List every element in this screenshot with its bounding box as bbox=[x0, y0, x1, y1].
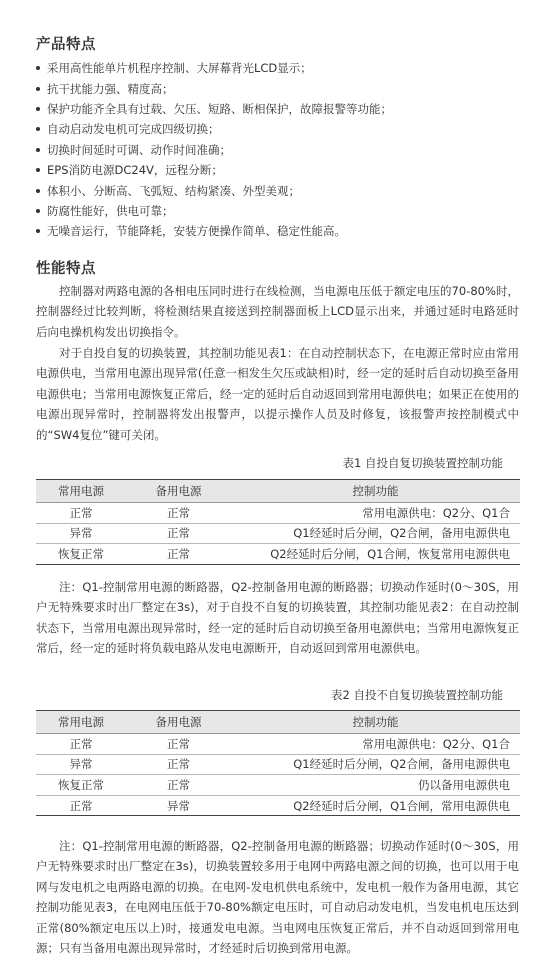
table2-control-functions bbox=[36, 710, 520, 816]
table-row bbox=[36, 754, 520, 775]
table-row bbox=[36, 775, 520, 796]
table-cell: 正常 bbox=[126, 775, 231, 796]
column-header: 控制功能 bbox=[231, 480, 520, 503]
table-cell: 常用电源供电：Q2分、Q1合 bbox=[231, 734, 520, 755]
feature-item: 无噪音运行，节能降耗，安装方便操作简单、稳定性能高。 bbox=[36, 221, 392, 241]
feature-item: 体积小、分断高、飞弧短、结构紧凑、外型美观； bbox=[36, 180, 392, 200]
table-cell: 正常 bbox=[126, 544, 231, 565]
bullet-dot-icon bbox=[36, 87, 40, 91]
bullet-dot-icon bbox=[36, 209, 40, 213]
table-cell: 正常 bbox=[36, 795, 126, 816]
bullet-dot-icon bbox=[36, 66, 40, 70]
performance-paragraph-3: 注：Q1-控制常用电源的断路器，Q2-控制备用电源的断路器；切换动作延时(0～30S，用户无特殊要求时出厂整定在3s)，对于自投不自复的切换装置，其控制功能见表2：在自动控制状态下，当常用电源出现异常时，经一定的延时后自动切换至备用电源供电；当常用电源恢复正常后，经一定的延时将负载电路从发电电源断开，自动返回到常用电源供电。 bbox=[36, 580, 519, 656]
feature-item: 防腐性能好，供电可靠； bbox=[36, 201, 392, 221]
column-header: 控制功能 bbox=[231, 711, 520, 734]
feature-item: EPS消防电源DC24V，远程分断； bbox=[36, 160, 392, 180]
table-cell: 正常 bbox=[126, 523, 231, 544]
table-cell: 仍以备用电源供电 bbox=[231, 775, 520, 796]
column-header: 备用电源 bbox=[126, 480, 231, 503]
table-row bbox=[36, 544, 520, 565]
table1-caption: 表1 自投自复切换装置控制功能 bbox=[342, 456, 503, 470]
table-row bbox=[36, 734, 520, 755]
table-cell: Q2经延时后分闸，Q1合闸，恢复常用电源供电 bbox=[231, 544, 520, 565]
bullet-dot-icon bbox=[36, 127, 40, 131]
product-features-heading: 产品特点 bbox=[36, 37, 96, 53]
column-header: 备用电源 bbox=[126, 711, 231, 734]
table-cell: Q1经延时后分闸，Q2合闸，备用电源供电 bbox=[231, 754, 520, 775]
table-cell: 异常 bbox=[36, 754, 126, 775]
bullet-dot-icon bbox=[36, 229, 40, 233]
table-cell: 常用电源供电：Q2分、Q1合 bbox=[231, 503, 520, 524]
table-cell: 异常 bbox=[126, 795, 231, 816]
feature-item: 采用高性能单片机程序控制、大屏幕背光LCD显示； bbox=[36, 58, 392, 78]
table-header-row bbox=[36, 480, 520, 503]
bullet-dot-icon bbox=[36, 148, 40, 152]
feature-item: 切换时间延时可调、动作时间准确； bbox=[36, 140, 392, 160]
table2-caption: 表2 自投不自复切换装置控制功能 bbox=[331, 688, 503, 702]
bullet-dot-icon bbox=[36, 168, 40, 172]
feature-item: 保护功能齐全具有过载、欠压、短路、断相保护，故障报警等功能； bbox=[36, 99, 392, 119]
table-cell: 正常 bbox=[36, 503, 126, 524]
performance-paragraph-2: 对于自投自复的切换装置，其控制功能见表1：在自动控制状态下，在电源正常时应由常用电源供电，当常用电源出现异常(任意一相发生欠压或缺相)时，经一定的延时后自动切换至备用电源供电；当常用电源恢复正常后，经一定的延时后自动返回到常用电源供电；如果正在使用的电源出现异常时，控制器将发出报警声，以提示操作人员及时修复，该报警声按控制模式中的“SW4复位”键可关闭。 bbox=[36, 346, 519, 442]
feature-item: 自动启动发电机可完成四级切换； bbox=[36, 119, 392, 139]
table-cell: 正常 bbox=[36, 734, 126, 755]
table-cell: 恢复正常 bbox=[36, 775, 126, 796]
table-cell: 恢复正常 bbox=[36, 544, 126, 565]
table1-control-functions bbox=[36, 479, 520, 565]
column-header: 常用电源 bbox=[36, 711, 126, 734]
table-cell: 异常 bbox=[36, 523, 126, 544]
bullet-dot-icon bbox=[36, 107, 40, 111]
table-row bbox=[36, 503, 520, 524]
bullet-dot-icon bbox=[36, 189, 40, 193]
column-header: 常用电源 bbox=[36, 480, 126, 503]
product-features-list bbox=[36, 58, 392, 242]
performance-paragraph-4: 注：Q1-控制常用电源的断路器，Q2-控制备用电源的断路器；切换动作延时(0～30S，用户无特殊要求时出厂整定在3s)，切换装置较多用于电网中两路电源之间的切换，也可以用于电网与发电机之电两路电源的切换。在电网-发电机供电系统中，发电机一般作为备用电源，其它控制功能见表3，在电网电压低于70-80%额定电压时，可自动启动发电机，当发电机电压达到正常(80%额定电压以上)时，接通发电电源。当电网电压恢复正常后，并不自动返回到常用电源；只有当备用电源出现异常时，才经延时后切换到常用电源。 bbox=[36, 839, 519, 956]
table-cell: 正常 bbox=[126, 503, 231, 524]
table-header-row bbox=[36, 711, 520, 734]
feature-item: 抗干扰能力强、精度高； bbox=[36, 78, 392, 98]
table-row bbox=[36, 795, 520, 816]
table-cell: Q2经延时后分闸，Q1合闸，常用电源供电 bbox=[231, 795, 520, 816]
table-cell: 正常 bbox=[126, 734, 231, 755]
table-cell: Q1经延时后分闸，Q2合闸，备用电源供电 bbox=[231, 523, 520, 544]
performance-heading: 性能特点 bbox=[36, 261, 96, 277]
table-cell: 正常 bbox=[126, 754, 231, 775]
performance-paragraph-1: 控制器对两路电源的各相电压同时进行在线检测，当电源电压低于额定电压的70-80%时，控制器经过比较判断，将检测结果直接送到控制器面板上LCD显示出来，并通过延时电路延时后向电操机构发出切换指令。 bbox=[36, 284, 519, 339]
table-row bbox=[36, 523, 520, 544]
